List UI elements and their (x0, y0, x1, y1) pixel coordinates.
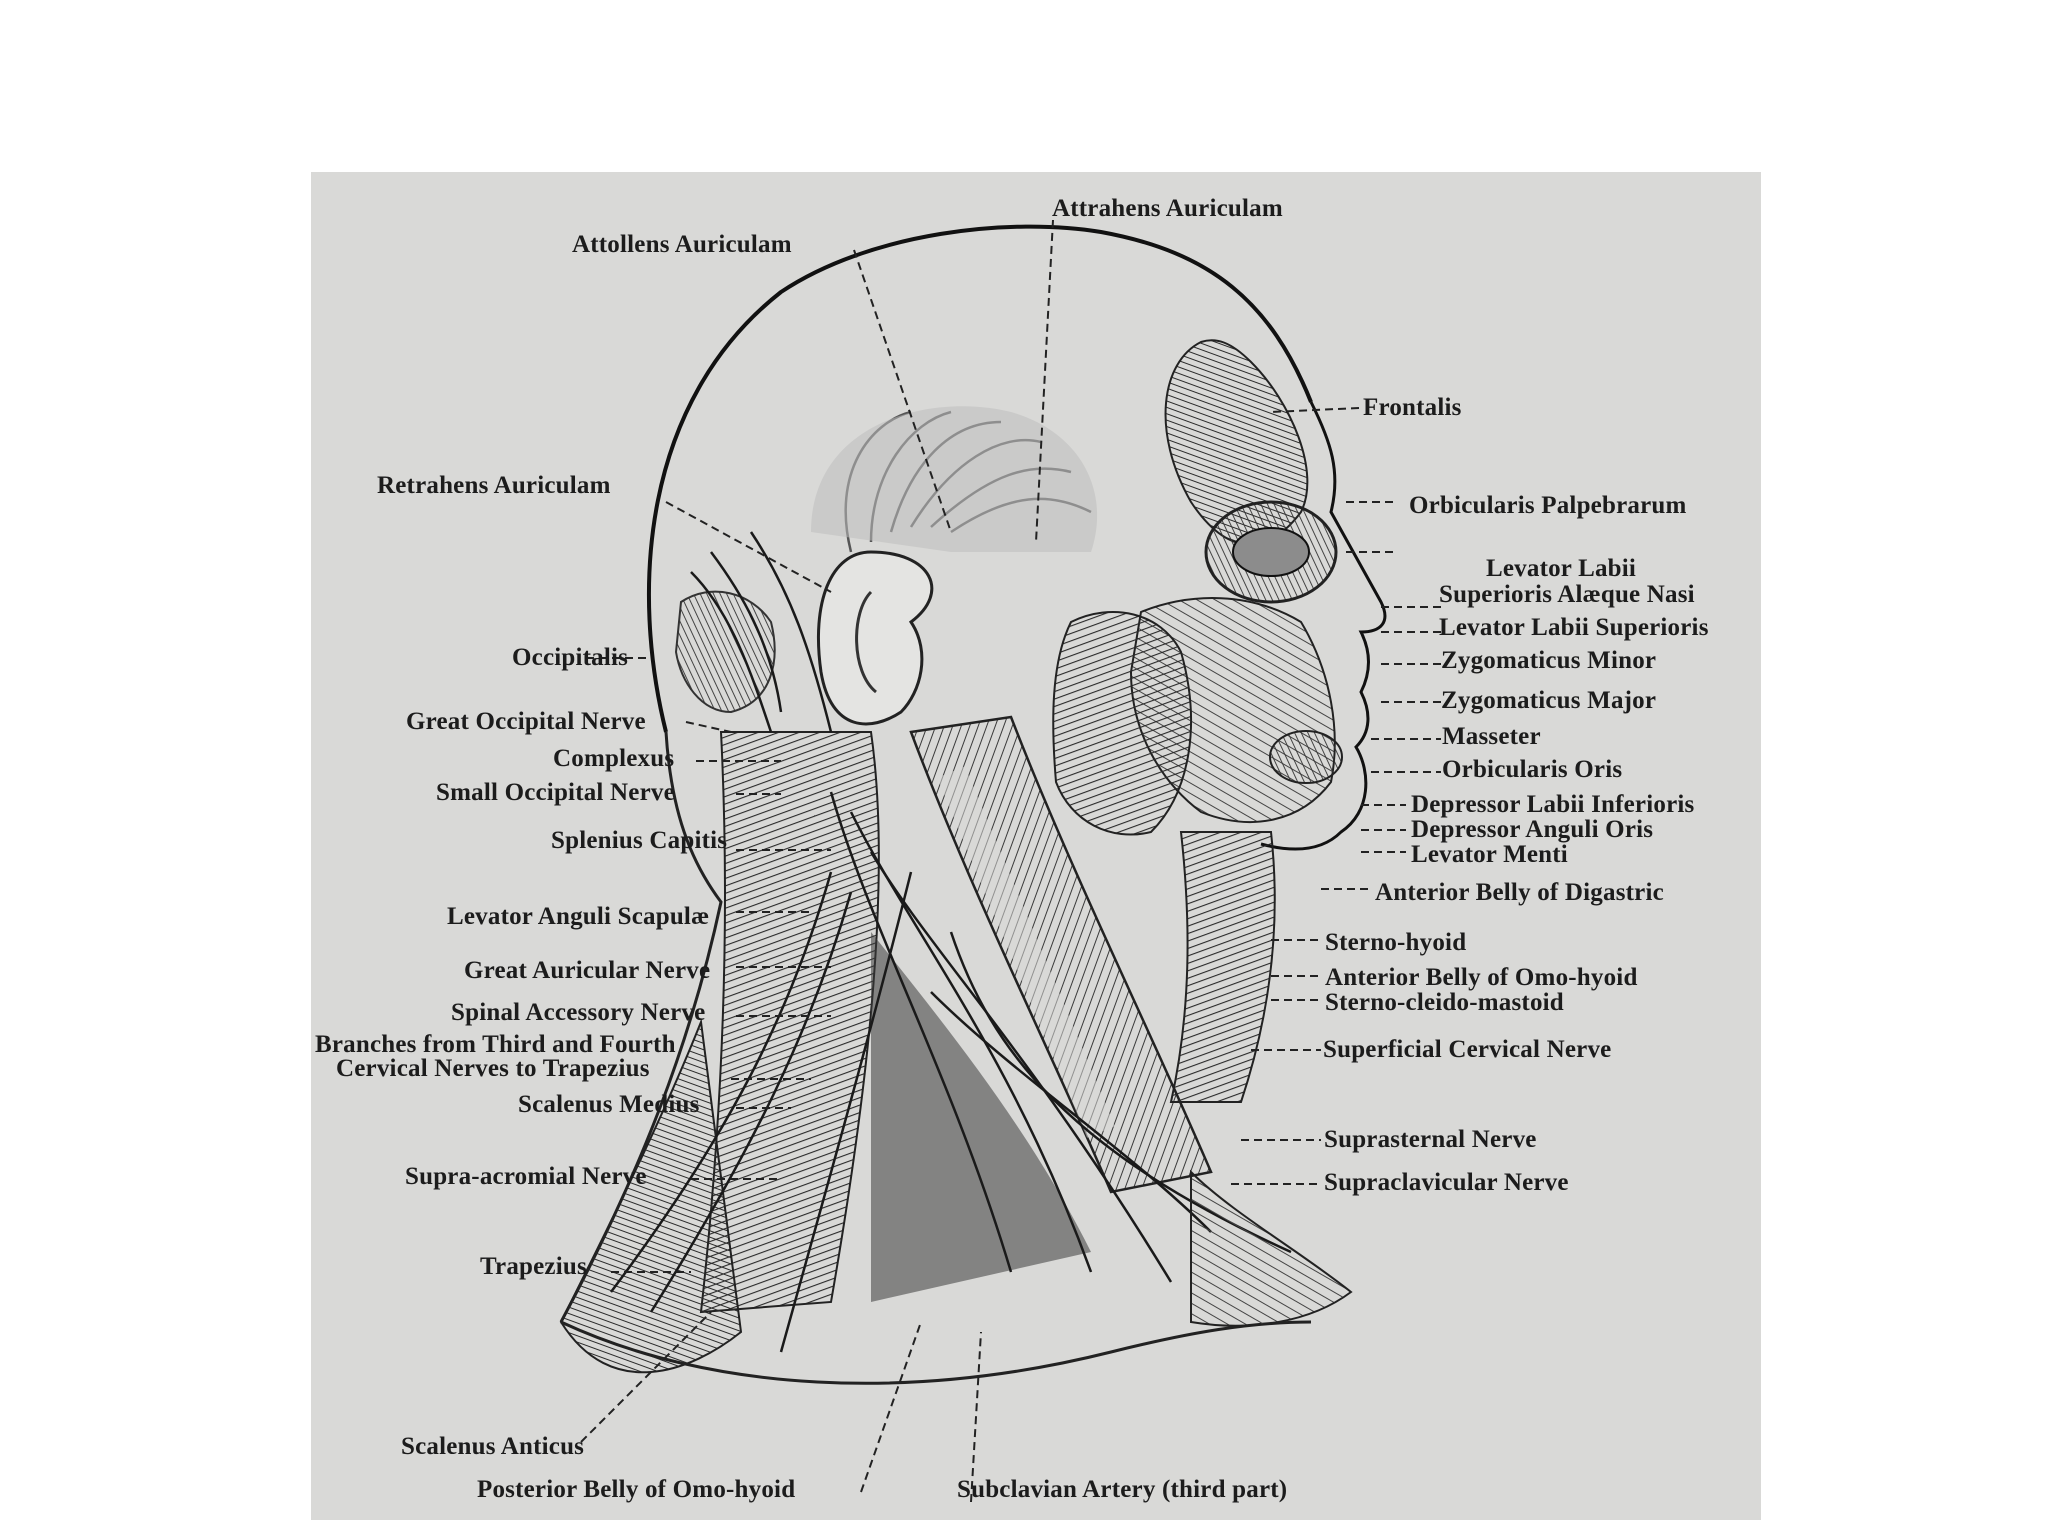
label-retrahens-auriculam: Retrahens Auriculam (377, 472, 611, 499)
label-attrahens-auriculam: Attrahens Auriculam (1052, 195, 1283, 222)
label-small-occipital-nerve: Small Occipital Nerve (436, 779, 675, 806)
label-great-occipital-nerve: Great Occipital Nerve (406, 708, 646, 735)
label-branches-line1: Branches from Third and Fourth (315, 1031, 676, 1058)
label-splenius-capitis: Splenius Capitis (551, 827, 728, 854)
label-occipitalis: Occipitalis (512, 644, 629, 671)
label-great-auricular-nerve: Great Auricular Nerve (464, 957, 711, 984)
label-levator-anguli-scapulae: Levator Anguli Scapulæ (447, 903, 710, 930)
masseter-muscle (1053, 612, 1191, 835)
label-suprasternal-nerve: Suprasternal Nerve (1324, 1126, 1537, 1153)
label-subclavian-artery: Subclavian Artery (third part) (957, 1476, 1288, 1503)
label-complexus: Complexus (553, 745, 675, 772)
label-depressor-labii-inferioris: Depressor Labii Inferioris (1411, 791, 1695, 818)
label-zygomaticus-minor: Zygomaticus Minor (1441, 647, 1657, 674)
strap-muscles (1171, 832, 1275, 1102)
label-scalenus-anticus: Scalenus Anticus (401, 1433, 585, 1460)
anatomy-plate (311, 172, 1761, 1520)
label-levator-menti: Levator Menti (1411, 841, 1568, 868)
label-orbicularis-oris: Orbicularis Oris (1442, 756, 1623, 783)
label-scalenus-medius: Scalenus Medius (518, 1091, 700, 1118)
label-zygomaticus-major: Zygomaticus Major (1441, 687, 1657, 714)
label-trapezius: Trapezius (480, 1253, 587, 1280)
label-orbicularis-palpebrarum: Orbicularis Palpebrarum (1409, 492, 1687, 519)
label-depressor-anguli-oris: Depressor Anguli Oris (1411, 816, 1654, 843)
label-supra-acromial-nerve: Supra-acromial Nerve (405, 1163, 647, 1190)
label-levator-labii-alaeque-line1: Levator Labii (1486, 555, 1637, 582)
occipitalis-muscle (676, 592, 775, 712)
label-sterno-hyoid: Sterno-hyoid (1325, 929, 1467, 956)
label-frontalis: Frontalis (1363, 394, 1462, 421)
label-attollens-auriculam: Attollens Auriculam (572, 231, 792, 258)
label-anterior-belly-omo-hyoid: Anterior Belly of Omo-hyoid (1325, 964, 1638, 991)
label-supraclavicular-nerve: Supraclavicular Nerve (1324, 1169, 1569, 1196)
ear-shape (818, 552, 931, 724)
label-spinal-accessory-nerve: Spinal Accessory Nerve (451, 999, 706, 1026)
label-sterno-cleido-mastoid: Sterno-cleido-mastoid (1325, 989, 1564, 1016)
label-levator-labii-superioris: Levator Labii Superioris (1439, 614, 1709, 641)
label-posterior-belly-omo-hyoid: Posterior Belly of Omo-hyoid (477, 1476, 796, 1503)
label-levator-labii-alaeque-line2: Superioris Alæque Nasi (1439, 581, 1695, 608)
label-masseter: Masseter (1442, 723, 1541, 750)
label-superficial-cervical-nerve: Superficial Cervical Nerve (1323, 1036, 1612, 1063)
label-branches-line2: Cervical Nerves to Trapezius (336, 1055, 650, 1082)
label-anterior-belly-digastric: Anterior Belly of Digastric (1375, 879, 1664, 906)
